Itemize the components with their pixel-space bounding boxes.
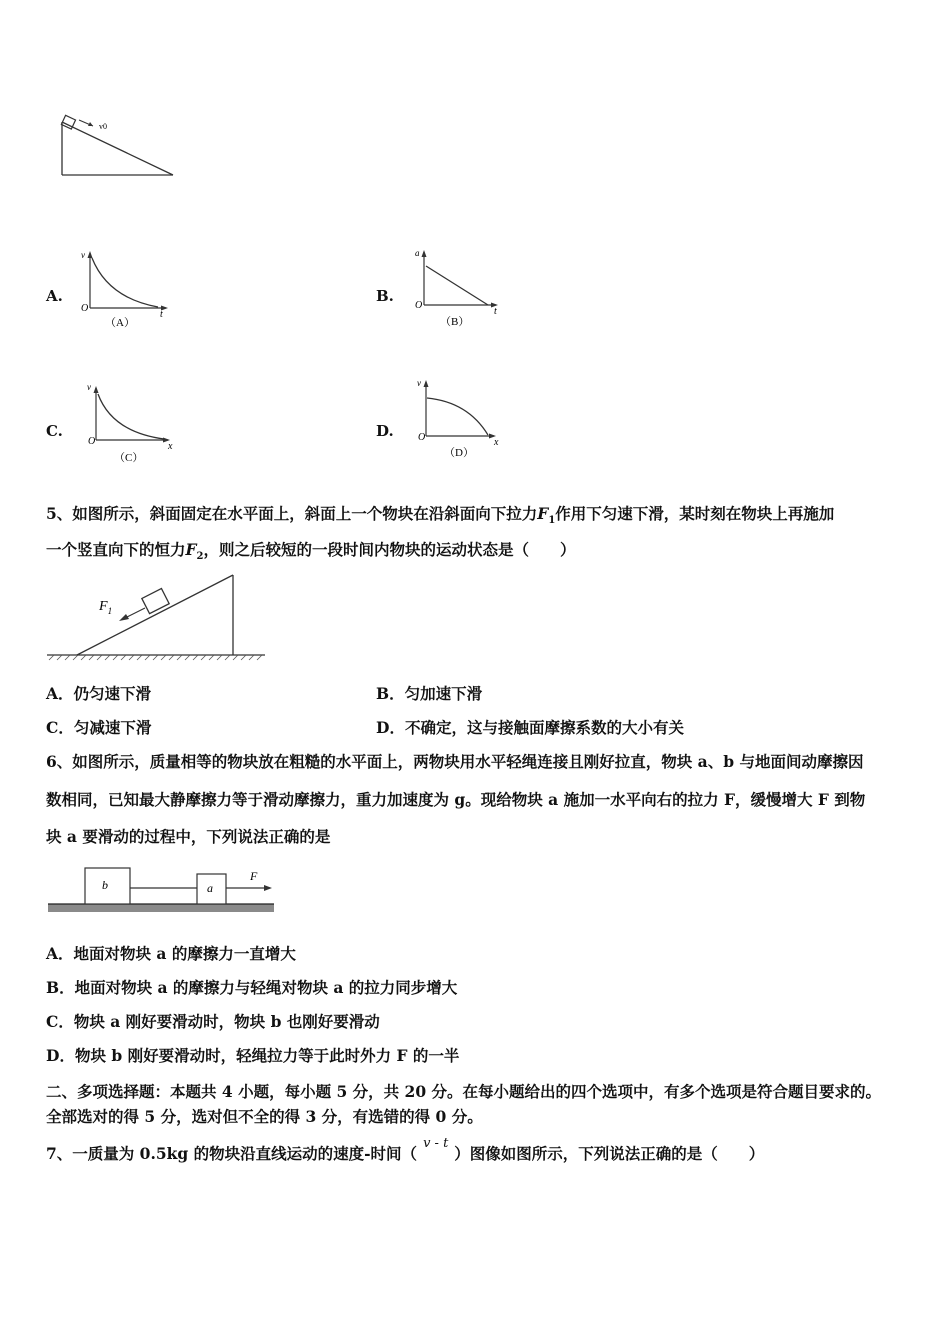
q6-option-c[interactable]: C．物块 a 刚好要滑动时，物块 b 也刚好要滑动: [46, 1012, 380, 1031]
y-axis-label: v: [81, 250, 85, 260]
q6-line1: 6、如图所示，质量相等的物块放在粗糙的水平面上，两物块用水平轻绳连接且刚好拉直，物块 a、b 与地面间动摩擦因: [46, 752, 864, 771]
block-b-label: b: [102, 878, 108, 892]
f1-label: $F_1$: [99, 599, 113, 616]
q6-option-a[interactable]: A．地面对物块 a 的摩擦力一直增大: [46, 944, 296, 963]
option-d-letter: D.: [376, 422, 394, 440]
vt-label: v - t: [423, 1136, 449, 1151]
q5-option-a[interactable]: A．仍匀速下滑: [46, 684, 152, 703]
caption-c: （C）: [114, 452, 144, 464]
origin-label: O: [415, 300, 423, 311]
x-axis-label: x: [168, 441, 173, 452]
y-axis-label: v: [87, 382, 91, 392]
q5-line1: 5、如图所示，斜面固定在水平面上，斜面上一个物块在沿斜面向下拉力$F_1$作用下匀速下滑，某时刻在物块上再施加: [46, 504, 835, 527]
section2-line2: 全部选对的得 5 分，选对但不全的得 3 分，有选错的得 0 分。: [46, 1107, 483, 1126]
graph-d: [410, 376, 510, 463]
q5-option-c[interactable]: C．匀减速下滑: [46, 718, 152, 737]
origin-label: O: [418, 432, 426, 443]
v0-label: v0: [99, 122, 107, 131]
block-a-label: a: [207, 881, 213, 895]
x-axis-label: t: [160, 309, 163, 320]
curve-d: [427, 398, 488, 435]
q5-incline-figure: [45, 570, 270, 665]
origin-label: O: [81, 303, 89, 314]
option-b-letter: B.: [376, 287, 394, 305]
curve-a: [92, 258, 158, 307]
graph-b: [410, 244, 510, 329]
graph-c: [82, 380, 182, 467]
q5-option-b[interactable]: B．匀加速下滑: [376, 684, 483, 703]
option-c-letter: C.: [46, 422, 63, 440]
q6-blocks-figure: [45, 862, 277, 917]
y-axis-label: v: [417, 378, 421, 388]
y-axis-label: a: [415, 248, 420, 258]
origin-label: O: [88, 436, 96, 447]
option-a-letter: A.: [46, 287, 63, 305]
force-label: F: [250, 869, 258, 883]
q5-line2: 一个竖直向下的恒力$F_2$，则之后较短的一段时间内物块的运动状态是（ ）: [46, 540, 576, 563]
x-axis-label: t: [494, 306, 497, 317]
f1-arrow: [125, 608, 145, 618]
caption-b: （B）: [440, 316, 470, 328]
section2-line1: 二、多项选择题：本题共 4 小题，每小题 5 分，共 20 分。在每小题给出的四个选项中，有多个选项是符合题目要求的。: [46, 1082, 882, 1101]
q6-option-b[interactable]: B．地面对物块 a 的摩擦力与轻绳对物块 a 的拉力同步增大: [46, 978, 458, 997]
x-axis-label: x: [494, 437, 499, 448]
q5-option-d[interactable]: D．不确定，这与接触面摩擦系数的大小有关: [376, 718, 684, 737]
q6-line2: 数相同，已知最大静摩擦力等于滑动摩擦力，重力加速度为 g。现给物块 a 施加一水平向右的拉力 F，缓慢增大 F 到物: [46, 790, 866, 809]
q6-line3: 块 a 要滑动的过程中，下列说法正确的是: [46, 827, 331, 846]
ground-hatch: [48, 904, 274, 912]
incline-figure-top: [55, 112, 185, 182]
caption-d: （D）: [444, 447, 474, 459]
q6-option-d[interactable]: D．物块 b 刚好要滑动时，轻绳拉力等于此时外力 F 的一半: [46, 1046, 460, 1065]
line-b: [426, 266, 488, 305]
caption-a: （A）: [105, 317, 135, 329]
q7-line1: 7、一质量为 0.5kg 的物块沿直线运动的速度-时间（v - t）图像如图所示，下列说法正确的是（ ）: [46, 1136, 765, 1163]
curve-c: [98, 394, 164, 439]
graph-a: [78, 248, 178, 333]
